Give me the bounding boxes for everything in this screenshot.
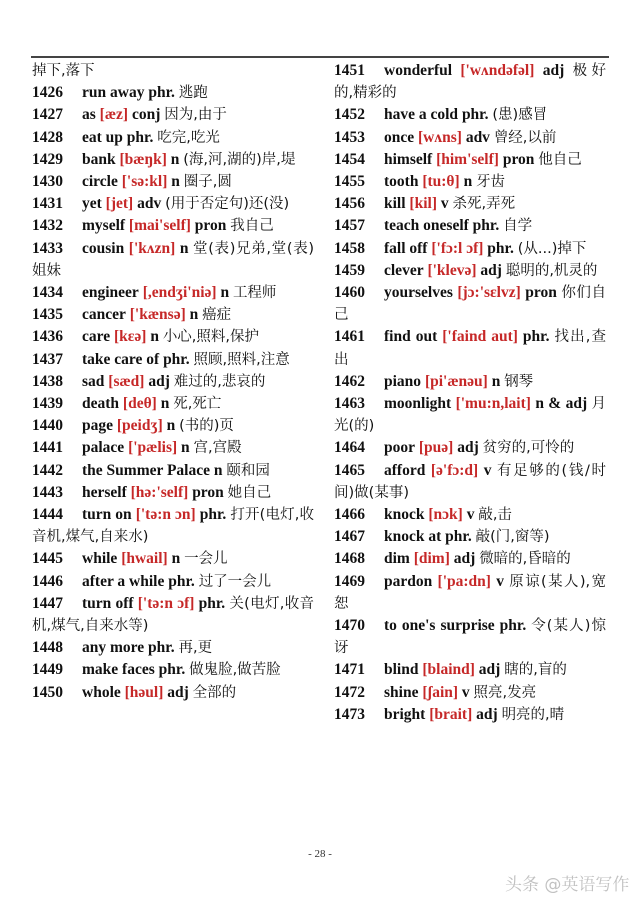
entry-phonetic: ['tə:n ɔn] — [135, 506, 196, 524]
entry-word: cousin — [82, 239, 125, 257]
vocab-entry — [334, 615, 606, 659]
vocab-entry — [334, 326, 606, 370]
entry-part-of-speech: n — [189, 306, 199, 324]
entry-part-of-speech: adj — [453, 550, 476, 568]
entry-part-of-speech: conj — [131, 106, 161, 124]
entry-meaning: 明亮的,晴 — [501, 706, 565, 723]
entry-word: take care of — [82, 350, 160, 368]
entry-word: bright — [384, 705, 426, 723]
entry-meaning: 聪明的,机灵的 — [505, 262, 598, 279]
entry-number: 1434 — [32, 284, 63, 302]
entry-part-of-speech: n — [150, 328, 159, 346]
entry-phonetic: [tu:θ] — [422, 173, 460, 191]
entry-part-of-speech: phr. — [461, 106, 489, 124]
vocab-entry — [334, 393, 606, 437]
vocab-entry — [334, 659, 606, 681]
entry-word: herself — [82, 483, 127, 501]
entry-meaning: 瞎的,盲的 — [504, 662, 567, 679]
entry-part-of-speech: adj — [457, 439, 479, 457]
entry-meaning: 癌症 — [202, 307, 232, 324]
entry-phonetic: ['pa:dn] — [437, 572, 491, 590]
entry-word: once — [384, 128, 415, 146]
entry-word: yourselves — [384, 284, 453, 302]
vocab-entry — [334, 504, 606, 526]
entry-meaning: 找出,查出 — [334, 329, 607, 368]
entry-part-of-speech: adj — [148, 372, 170, 390]
vocab-entry — [32, 393, 314, 415]
entry-meaning: 难过的,悲哀的 — [173, 373, 266, 390]
entry-number: 1458 — [334, 239, 365, 257]
entry-number: 1426 — [32, 84, 63, 102]
entry-number: 1446 — [32, 572, 63, 590]
entry-number: 1443 — [32, 483, 63, 501]
entry-part-of-speech: v — [440, 195, 449, 213]
vocab-entry — [32, 349, 314, 371]
entry-word: the Summer Palace — [82, 461, 210, 479]
vocab-entry — [334, 526, 606, 548]
entry-part-of-speech: phr. — [148, 84, 175, 102]
vocab-entry — [334, 238, 606, 260]
entry-meaning: 原谅(某人),宽恕 — [334, 573, 607, 612]
entry-meaning: 他自己 — [538, 151, 582, 168]
vocab-entry — [32, 482, 314, 504]
entry-meaning: (从...)掉下 — [517, 240, 587, 257]
entry-part-of-speech: adj — [167, 683, 189, 701]
top-rule-divider — [31, 56, 609, 58]
left-column — [32, 60, 314, 704]
entry-part-of-speech: adj — [480, 261, 502, 279]
right-column — [334, 60, 606, 726]
entry-number: 1437 — [32, 350, 63, 368]
entry-number: 1453 — [334, 128, 365, 146]
continued-meaning: 掉下,落下 — [32, 63, 95, 79]
entry-number: 1450 — [32, 683, 63, 701]
entry-number: 1468 — [334, 550, 365, 568]
vocab-entry — [32, 171, 314, 193]
entry-part-of-speech: n — [166, 417, 176, 435]
entry-word: himself — [384, 150, 433, 168]
entry-word: whole — [82, 683, 121, 701]
entry-phonetic: [nɔk] — [428, 506, 463, 524]
entry-word: blind — [384, 661, 419, 679]
entry-word: shine — [384, 683, 419, 701]
entry-word: knock — [384, 506, 425, 524]
vocab-entry — [32, 127, 314, 149]
entry-meaning: 工程师 — [232, 285, 277, 302]
entry-phonetic: [puə] — [418, 439, 454, 457]
entry-word: any more — [82, 639, 145, 657]
entry-phonetic: [ə'fɔ:d] — [430, 461, 479, 479]
vocab-entry — [32, 659, 314, 681]
entry-word: page — [82, 417, 113, 435]
entry-part-of-speech: v — [496, 572, 504, 590]
entry-number: 1471 — [334, 661, 365, 679]
entry-phonetic: [hwail] — [121, 550, 168, 568]
entry-meaning: 宫,宫殿 — [193, 440, 242, 457]
entry-phonetic: ['mu:n,lait] — [455, 395, 531, 413]
entry-number: 1427 — [32, 106, 63, 124]
entry-word: yet — [82, 195, 102, 213]
entry-phonetic: [deθ] — [122, 395, 157, 413]
entry-word: eat up — [82, 128, 123, 146]
vocab-entry — [32, 371, 314, 393]
entry-meaning: 死,死亡 — [173, 396, 222, 413]
entry-meaning: 月光(的) — [334, 396, 607, 435]
vocab-entry — [334, 548, 606, 570]
entry-meaning: 因为,由于 — [164, 107, 227, 124]
entry-number: 1461 — [334, 328, 365, 346]
entry-word: knock at — [384, 528, 442, 546]
entry-part-of-speech: phr. — [522, 328, 550, 346]
entry-part-of-speech: n — [491, 372, 501, 390]
entry-meaning: 堂(表)兄弟,堂(表)姐妹 — [32, 240, 315, 279]
entry-word: after a while — [82, 572, 165, 590]
entry-part-of-speech: phr. — [499, 617, 527, 635]
entry-part-of-speech: adj — [476, 705, 498, 723]
entry-phonetic: [bæŋk] — [119, 150, 167, 168]
vocab-entry — [32, 82, 314, 104]
entry-part-of-speech: phr. — [148, 639, 175, 657]
entry-part-of-speech: v — [483, 461, 492, 479]
entry-phonetic: [hə:'self] — [130, 483, 189, 501]
entry-number: 1451 — [334, 62, 365, 79]
entry-word: myself — [82, 217, 126, 235]
vocab-entry — [32, 571, 314, 593]
entry-meaning: 曾经,以前 — [493, 129, 557, 146]
entry-word: circle — [82, 173, 118, 191]
entry-part-of-speech: adj — [542, 62, 565, 79]
entry-meaning: 敲,击 — [478, 507, 512, 524]
vocab-entry — [334, 704, 606, 726]
entry-word: cancer — [82, 306, 126, 324]
entry-word: wonderful — [384, 62, 453, 79]
entry-number: 1460 — [334, 284, 365, 302]
entry-meaning: 打开(电灯,收音机,煤气,自来水) — [32, 507, 315, 546]
entry-part-of-speech: phr. — [198, 594, 226, 612]
entry-meaning: (海,河,湖的)岸,堤 — [183, 151, 296, 168]
entry-meaning: 有足够的(钱/时间)做(某事) — [334, 462, 606, 501]
entry-number: 1464 — [334, 439, 365, 457]
entry-part-of-speech: phr. — [445, 528, 472, 546]
entry-number: 1467 — [334, 528, 365, 546]
entry-phonetic: [him'self] — [436, 150, 499, 168]
vocab-entry — [32, 149, 314, 171]
entry-part-of-speech: adj — [478, 661, 501, 679]
entry-meaning: (书的)页 — [179, 418, 234, 435]
vocab-entry — [334, 371, 606, 393]
entry-number: 1455 — [334, 173, 365, 191]
vocab-entry — [32, 460, 314, 482]
entry-meaning: 杀死,弄死 — [452, 196, 516, 213]
entry-part-of-speech: n & adj — [535, 395, 588, 413]
vocab-entry — [32, 682, 314, 704]
entry-number: 1445 — [32, 550, 63, 568]
entry-meaning: 钢琴 — [504, 373, 534, 390]
entry-number: 1473 — [334, 705, 365, 723]
entry-part-of-speech: phr. — [158, 661, 186, 679]
vocab-entry — [334, 260, 606, 282]
entry-phonetic: [kɛə] — [113, 328, 147, 346]
entry-number: 1463 — [334, 395, 365, 413]
entry-word: clever — [384, 261, 424, 279]
entry-word: afford — [384, 461, 426, 479]
vocab-entry — [334, 682, 606, 704]
entry-part-of-speech: v — [466, 506, 475, 524]
vocab-entry — [32, 104, 314, 126]
entry-word: make faces — [82, 661, 155, 679]
entry-part-of-speech: n — [220, 284, 230, 302]
entry-word: turn off — [82, 594, 134, 612]
entry-number: 1457 — [334, 217, 365, 235]
entry-phonetic: [blaind] — [422, 661, 475, 679]
entry-word: sad — [82, 372, 105, 390]
entry-word: to one's surprise — [384, 617, 495, 635]
entry-part-of-speech: adv — [137, 195, 162, 213]
vocab-entry — [334, 282, 606, 326]
entry-part-of-speech: adv — [465, 128, 490, 146]
vocab-entry — [334, 571, 606, 615]
entry-phonetic: [jɔ:'sɛlvz] — [457, 284, 521, 302]
entry-meaning: 你们自己 — [334, 285, 607, 324]
entry-number: 1439 — [32, 395, 63, 413]
vocab-entry — [334, 460, 606, 504]
entry-word: find out — [384, 328, 438, 346]
entry-number: 1428 — [32, 128, 63, 146]
entry-part-of-speech: pron — [525, 284, 557, 302]
vocab-entry — [32, 637, 314, 659]
entry-part-of-speech: n — [179, 239, 189, 257]
entry-word: palace — [82, 439, 125, 457]
entry-part-of-speech: phr. — [163, 350, 190, 368]
vocab-entry — [32, 326, 314, 348]
vocab-entry — [334, 193, 606, 215]
vocab-entry — [334, 127, 606, 149]
entry-number: 1431 — [32, 195, 63, 213]
entry-word: bank — [82, 150, 116, 168]
entry-meaning: 再,更 — [178, 640, 213, 657]
entry-part-of-speech: phr. — [126, 128, 154, 146]
entry-phonetic: [wʌns] — [418, 128, 462, 146]
entry-meaning: 关(电灯,收音机,煤气,自来水等) — [32, 595, 314, 635]
entry-number: 1448 — [32, 639, 63, 657]
entry-word: have a cold — [384, 106, 459, 124]
entry-phonetic: [æz] — [99, 106, 129, 124]
entry-meaning: 微暗的,昏暗的 — [479, 551, 571, 568]
entry-phonetic: [həul] — [124, 683, 164, 701]
entry-meaning: 她自己 — [227, 484, 272, 501]
vocab-entry — [32, 282, 314, 304]
entry-word: run away — [82, 84, 145, 102]
entry-word: dim — [384, 550, 410, 568]
vocab-entry — [32, 238, 314, 282]
entry-number: 1432 — [32, 217, 63, 235]
entry-meaning: 吃完,吃光 — [157, 129, 220, 146]
entry-number: 1435 — [32, 306, 63, 324]
entry-phonetic: [mai'self] — [128, 217, 191, 235]
entry-meaning: 逃跑 — [178, 85, 208, 102]
entry-part-of-speech: phr. — [168, 572, 195, 590]
entry-number: 1454 — [334, 150, 365, 168]
entry-meaning: 圈子,圆 — [183, 174, 232, 191]
entry-number: 1449 — [32, 661, 63, 679]
entry-part-of-speech: phr. — [472, 217, 500, 235]
entry-word: kill — [384, 195, 406, 213]
entry-part-of-speech: n — [171, 550, 181, 568]
entry-meaning: 照亮,发亮 — [473, 684, 537, 701]
entry-meaning: 全部的 — [192, 684, 237, 701]
entry-number: 1447 — [32, 594, 63, 612]
entry-part-of-speech: v — [461, 683, 470, 701]
entry-phonetic: [kil] — [409, 195, 437, 213]
entry-phonetic: ['faind aut] — [442, 328, 518, 346]
entry-meaning: 自学 — [503, 218, 533, 235]
entry-number: 1441 — [32, 439, 63, 457]
entry-meaning: 照顾,照料,注意 — [193, 351, 290, 368]
entry-word: care — [82, 328, 111, 346]
entry-phonetic: [brait] — [429, 705, 473, 723]
entry-part-of-speech: pron — [192, 483, 224, 501]
entry-phonetic: ['pælis] — [128, 439, 178, 457]
entry-number: 1472 — [334, 683, 365, 701]
entry-phonetic: ['klevə] — [427, 261, 477, 279]
vocab-entry — [32, 437, 314, 459]
entry-number: 1470 — [334, 617, 365, 635]
entry-phonetic: ['wʌndəfəl] — [460, 62, 535, 79]
watermark: 头条 @英语写作 — [505, 875, 630, 895]
entry-word: as — [82, 106, 96, 124]
entry-meaning: 一会儿 — [184, 551, 228, 568]
entry-meaning: 牙齿 — [476, 174, 506, 191]
vocab-entry — [334, 437, 606, 459]
entry-number: 1429 — [32, 150, 63, 168]
vocab-entry — [32, 415, 314, 437]
entry-meaning: 极好的,精彩的 — [334, 63, 607, 102]
entry-meaning: (患)感冒 — [492, 107, 548, 124]
entry-phonetic: ['kænsə] — [129, 306, 186, 324]
entry-part-of-speech: n — [181, 439, 190, 457]
entry-part-of-speech: n — [171, 173, 180, 191]
entry-phonetic: [peidʒ] — [116, 417, 163, 435]
entry-part-of-speech: pron — [502, 150, 535, 168]
vocab-entry — [334, 149, 606, 171]
entry-number: 1442 — [32, 461, 63, 479]
vocab-entry — [32, 304, 314, 326]
entry-phonetic: [sæd] — [108, 372, 145, 390]
entry-part-of-speech: n — [170, 150, 180, 168]
entry-word: tooth — [384, 173, 419, 191]
entry-number: 1444 — [32, 506, 63, 524]
entry-number: 1456 — [334, 195, 365, 213]
entry-number: 1436 — [32, 328, 63, 346]
entry-word: piano — [384, 372, 422, 390]
entry-meaning: 过了一会儿 — [198, 573, 272, 590]
entry-part-of-speech: phr. — [487, 239, 514, 257]
entry-meaning: 令(某人)惊讶 — [334, 618, 606, 657]
entry-number: 1452 — [334, 106, 365, 124]
entry-meaning: 贫穷的,可怜的 — [482, 440, 575, 457]
entry-word: fall off — [384, 239, 428, 257]
entry-number: 1469 — [334, 572, 365, 590]
entry-number: 1430 — [32, 173, 63, 191]
entry-part-of-speech: n — [160, 395, 170, 413]
entry-meaning: 敲(门,窗等) — [475, 529, 550, 546]
entry-phonetic: [ʃain] — [422, 683, 459, 701]
entry-number: 1459 — [334, 261, 365, 279]
entry-number: 1466 — [334, 506, 365, 524]
vocab-entry — [32, 593, 314, 637]
vocab-entry — [334, 60, 606, 104]
entry-meaning: (用于否定句)还(没) — [165, 196, 290, 213]
entry-word: while — [82, 550, 118, 568]
entry-number: 1465 — [334, 461, 365, 479]
entry-phonetic: ['kʌzn] — [128, 239, 176, 257]
entry-part-of-speech: pron — [194, 217, 227, 235]
entry-number: 1462 — [334, 372, 365, 390]
vocab-entry — [32, 504, 314, 548]
page-number: - 28 - — [308, 848, 332, 860]
entry-word: turn on — [82, 506, 132, 524]
entry-phonetic: ['tə:n ɔf] — [137, 594, 195, 612]
entry-number: 1438 — [32, 372, 63, 390]
entry-number: 1440 — [32, 417, 63, 435]
entry-part-of-speech: n — [463, 173, 473, 191]
entry-word: pardon — [384, 572, 433, 590]
entry-word: engineer — [82, 284, 139, 302]
vocab-entry — [32, 193, 314, 215]
entry-phonetic: ['fɔ:l ɔf] — [431, 239, 484, 257]
entry-meaning: 颐和园 — [226, 462, 270, 479]
entry-word: teach oneself — [384, 217, 469, 235]
vocab-entry — [334, 171, 606, 193]
entry-number: 1433 — [32, 239, 63, 257]
entry-meaning: 小心,照料,保护 — [162, 329, 260, 346]
vocab-entry — [32, 215, 314, 237]
entry-word: death — [82, 395, 120, 413]
vocab-entry — [334, 104, 606, 126]
entry-phonetic: [,endʒi'niə] — [142, 284, 217, 302]
entry-phonetic: ['sə:kl] — [121, 173, 168, 191]
entry-phonetic: [jet] — [105, 195, 134, 213]
entry-part-of-speech: phr. — [199, 506, 227, 524]
entry-phonetic: [dim] — [413, 550, 450, 568]
entry-part-of-speech: n — [213, 461, 223, 479]
entry-word: poor — [384, 439, 415, 457]
entry-meaning: 我自己 — [230, 218, 274, 235]
entry-phonetic: [pi'ænəu] — [424, 372, 488, 390]
vocab-entry — [334, 215, 606, 237]
entry-meaning: 做鬼脸,做苦脸 — [189, 662, 281, 679]
entry-word: moonlight — [384, 395, 452, 413]
vocab-entry — [32, 548, 314, 570]
